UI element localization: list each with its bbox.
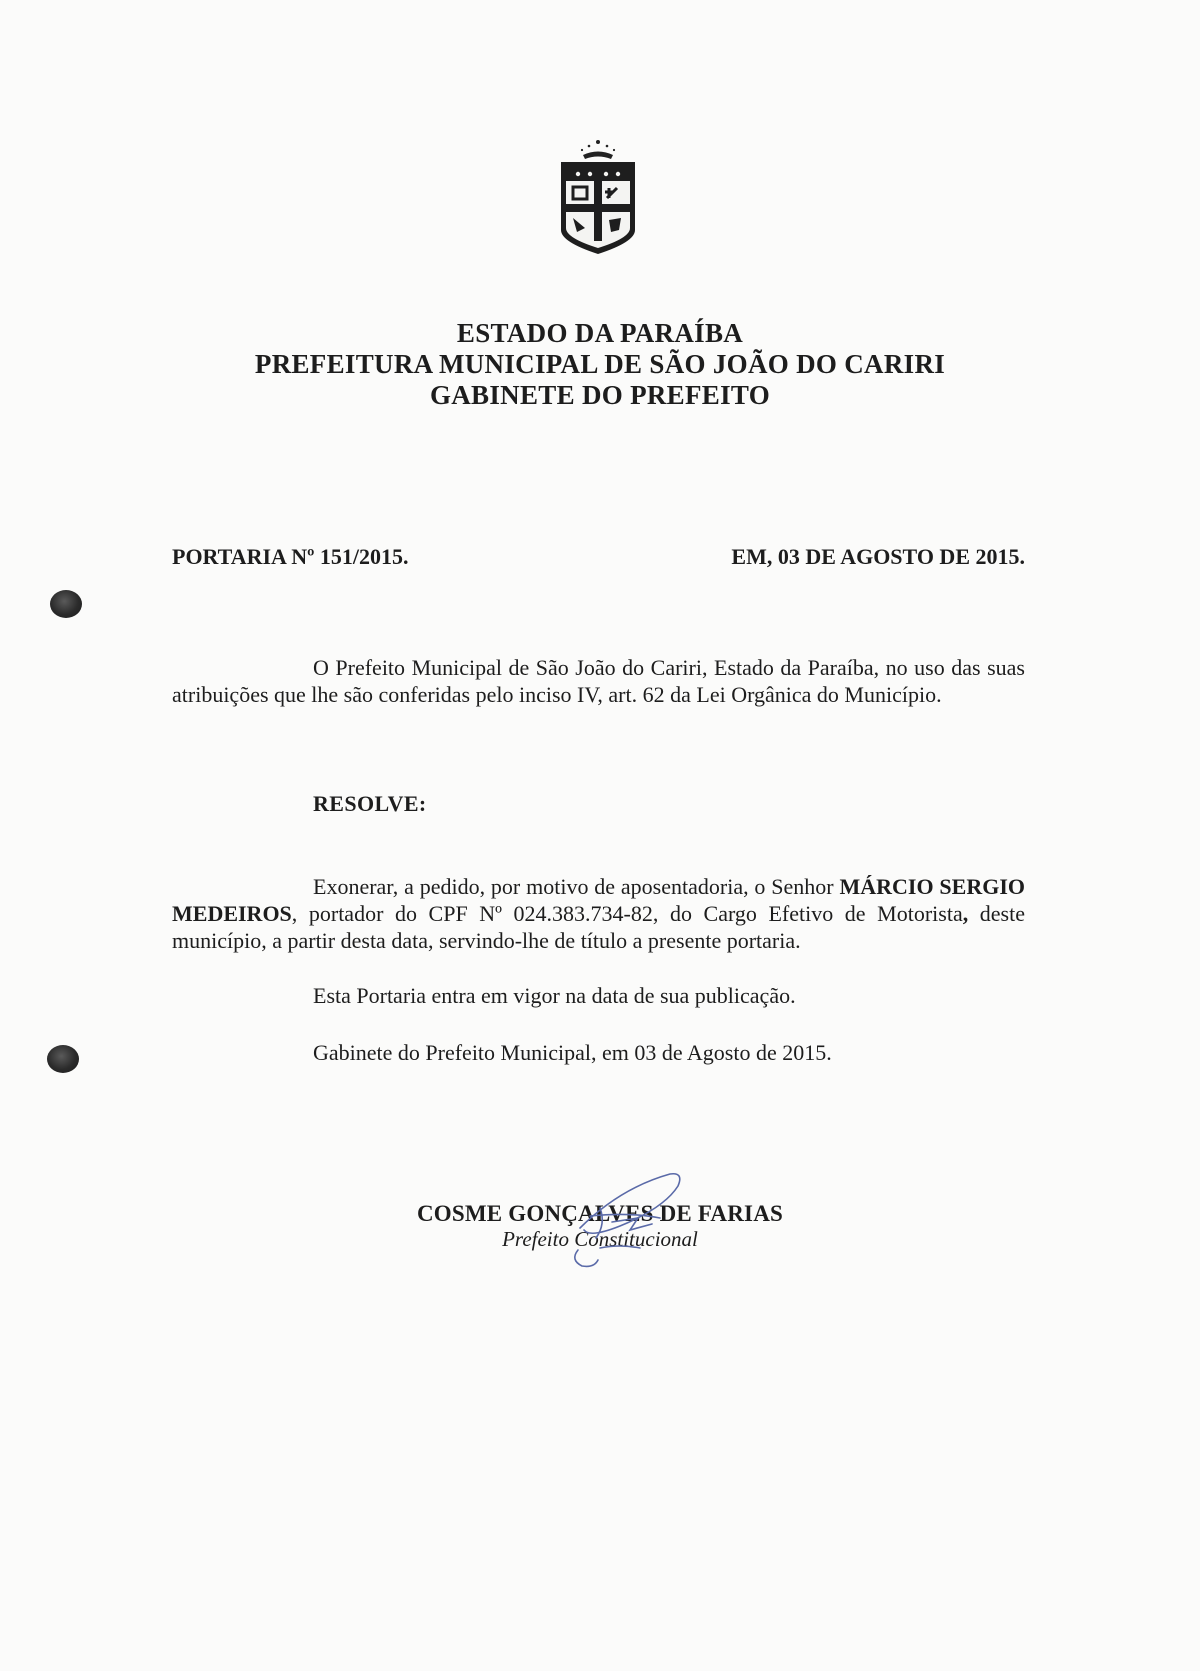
resolve-heading: RESOLVE: xyxy=(313,791,427,816)
handwritten-signature-icon xyxy=(560,1168,700,1278)
exoneration-role-comma: , xyxy=(962,901,969,926)
exoneration-text-1: Exonerar, a pedido, por motivo de aposentadoria, o Senhor xyxy=(313,874,840,899)
signer-name: COSME GONÇALVES DE FARIAS xyxy=(416,1201,784,1226)
portaria-date: EM, 03 DE AGOSTO DE 2015. xyxy=(731,544,1025,569)
document-header xyxy=(0,318,1200,411)
punch-hole-top xyxy=(50,590,82,618)
punch-hole-bottom xyxy=(47,1045,79,1073)
exoneration-role: Motorista xyxy=(877,901,963,926)
intro-paragraph: O Prefeito Municipal de São João do Cariri, Estado da Paraíba, no uso das suas atribuições que lhe são conferidas pelo inciso IV, art. 62 da Lei Orgânica do Município. xyxy=(172,655,1025,707)
exonerated-person-name: MÁRCIO SERGIO MEDEIROS xyxy=(172,874,1026,926)
portaria-number: PORTARIA Nº 151/2015. xyxy=(172,544,409,569)
header-office: GABINETE DO PREFEITO xyxy=(429,380,771,410)
effective-date-sentence: Esta Portaria entra em vigor na data de sua publicação. xyxy=(313,983,796,1008)
exoneration-text-3: deste município, a partir desta data, servindo-lhe de título a presente portaria. xyxy=(172,901,1025,953)
closing-sentence: Gabinete do Prefeito Municipal, em 03 de Agosto de 2015. xyxy=(313,1040,832,1065)
header-municipality: PREFEITURA MUNICIPAL DE SÃO JOÃO DO CARIRI xyxy=(254,349,946,379)
signer-title: Prefeito Constitucional xyxy=(502,1227,698,1251)
exoneration-text-2: , portador do CPF Nº 024.383.734-82, do Cargo Efetivo de xyxy=(291,901,878,926)
municipal-coat-of-arms-icon xyxy=(553,138,643,256)
header-state: ESTADO DA PARAÍBA xyxy=(456,318,744,348)
exoneration-paragraph xyxy=(172,873,1025,954)
